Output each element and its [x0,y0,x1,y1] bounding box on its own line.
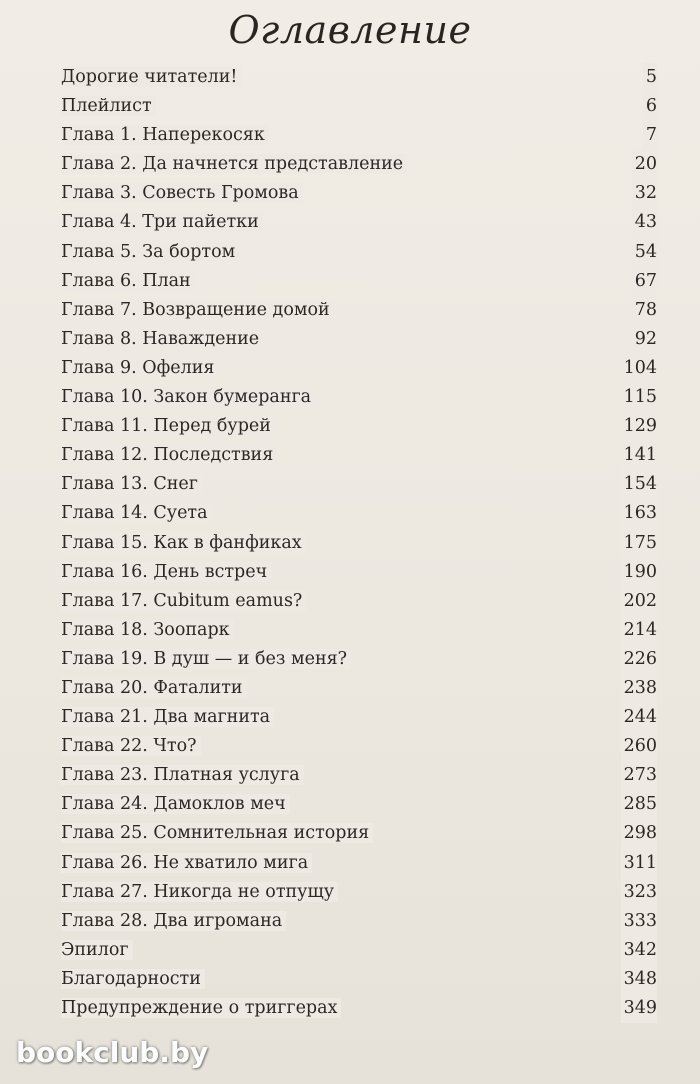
toc-entry [61,849,657,878]
toc-entry [61,761,657,790]
toc-entry-page-number: 238 [621,674,657,703]
toc-entry-page-number: 7 [643,121,657,150]
toc-entry-page-number: 92 [632,325,657,354]
toc-entry [61,499,657,528]
toc-entry [61,674,657,703]
toc-entry-title: Глава 27. Никогда не отпущу [61,882,338,902]
toc-entry-page-number: 43 [632,208,657,237]
toc-entry-page-number: 78 [632,296,657,325]
toc-entry-title: Глава 6. План [61,271,195,291]
toc-entry-title: Глава 13. Снег [61,474,202,494]
toc-entry [61,470,657,499]
toc-entry-page-number: 6 [643,92,657,121]
toc-entry-title: Глава 12. Последствия [61,445,277,465]
toc-entry [61,616,657,645]
toc-entry-page-number: 349 [621,994,657,1023]
toc-entry-title: Глава 1. Наперекосяк [61,125,269,145]
toc-entry [61,121,657,150]
toc-entry [61,208,657,237]
toc-entry-title: Глава 10. Закон бумеранга [61,387,315,407]
toc-entry-title: Глава 2. Да начнется представление [61,154,407,174]
toc-entry-title: Глава 9. Офелия [61,358,218,378]
toc-entry-page-number: 273 [621,761,657,790]
toc-entry-page-number: 115 [621,383,657,412]
toc-entry-title: Глава 20. Фаталити [61,678,247,698]
toc-entry [61,790,657,819]
toc-entry [61,558,657,587]
toc-entry-title: Глава 25. Сомнительная история [61,823,373,843]
page-title: Оглавление [228,8,472,52]
toc-entry-title: Глава 18. Зоопарк [61,620,234,640]
toc-entry-page-number: 104 [621,354,657,383]
toc-entry [61,238,657,267]
toc-entry-title: Глава 28. Два игромана [61,911,286,931]
toc-entry [61,994,657,1023]
toc-entry [61,703,657,732]
toc-entry [61,354,657,383]
toc-entry-title: Глава 21. Два магнита [61,707,274,727]
toc-entry-page-number: 311 [621,849,657,878]
toc-entry-title: Глава 24. Дамоклов меч [61,794,290,814]
toc-entry-page-number: 298 [621,819,657,848]
toc-entry-title: Глава 7. Возвращение домой [61,300,334,320]
toc-entry-title: Плейлист [61,96,156,116]
toc-entry-page-number: 32 [632,179,657,208]
toc-entry-title: Предупреждение о триггерах [61,998,341,1018]
table-of-contents [61,63,657,1023]
toc-entry [61,150,657,179]
toc-entry-page-number: 323 [621,878,657,907]
toc-entry [61,878,657,907]
toc-entry-page-number: 260 [621,732,657,761]
toc-entry-page-number: 20 [632,150,657,179]
toc-entry-title: Глава 16. День встреч [61,562,271,582]
toc-entry [61,819,657,848]
toc-entry-title: Глава 26. Не хватило мига [61,853,312,873]
toc-entry-page-number: 54 [632,238,657,267]
toc-entry-page-number: 202 [621,587,657,616]
toc-entry-title: Глава 8. Наваждение [61,329,263,349]
toc-entry-title: Дорогие читатели! [61,67,241,87]
toc-entry [61,587,657,616]
toc-entry [61,92,657,121]
toc-entry-title: Глава 5. За бортом [61,242,239,262]
toc-entry-page-number: 175 [621,529,657,558]
toc-entry-title: Глава 15. Как в фанфиках [61,533,306,553]
toc-entry [61,179,657,208]
toc-entry-page-number: 348 [621,965,657,994]
toc-entry [61,412,657,441]
toc-entry [61,63,657,92]
toc-entry-page-number: 333 [621,907,657,936]
toc-entry-page-number: 244 [621,703,657,732]
toc-entry [61,441,657,470]
toc-entry-page-number: 214 [621,616,657,645]
toc-entry-title: Глава 22. Что? [61,736,201,756]
toc-entry-page-number: 5 [643,63,657,92]
toc-entry-title: Эпилог [61,940,133,960]
toc-entry-title: Глава 4. Три пайетки [61,212,263,232]
toc-entry [61,965,657,994]
toc-entry-page-number: 285 [621,790,657,819]
toc-entry [61,529,657,558]
toc-entry-title: Глава 11. Перед бурей [61,416,275,436]
toc-entry [61,907,657,936]
toc-entry [61,936,657,965]
toc-entry [61,267,657,296]
toc-entry [61,325,657,354]
toc-entry-page-number: 163 [621,499,657,528]
toc-entry-page-number: 190 [621,558,657,587]
toc-entry-page-number: 141 [621,441,657,470]
toc-entry [61,296,657,325]
toc-entry-title: Глава 17. Cubitum eamus? [61,591,306,611]
toc-entry [61,383,657,412]
toc-entry-page-number: 226 [621,645,657,674]
toc-entry-page-number: 129 [621,412,657,441]
toc-entry [61,732,657,761]
toc-entry [61,645,657,674]
toc-entry-title: Глава 14. Суета [61,503,212,523]
toc-entry-title: Глава 19. В душ — и без меня? [61,649,351,669]
toc-entry-page-number: 342 [621,936,657,965]
toc-entry-page-number: 67 [632,267,657,296]
toc-entry-page-number: 154 [621,470,657,499]
toc-entry-title: Глава 23. Платная услуга [61,765,304,785]
toc-entry-title: Благодарности [61,969,205,989]
watermark-logo: bookclub.by [16,1036,209,1069]
toc-entry-title: Глава 3. Совесть Громова [61,183,303,203]
